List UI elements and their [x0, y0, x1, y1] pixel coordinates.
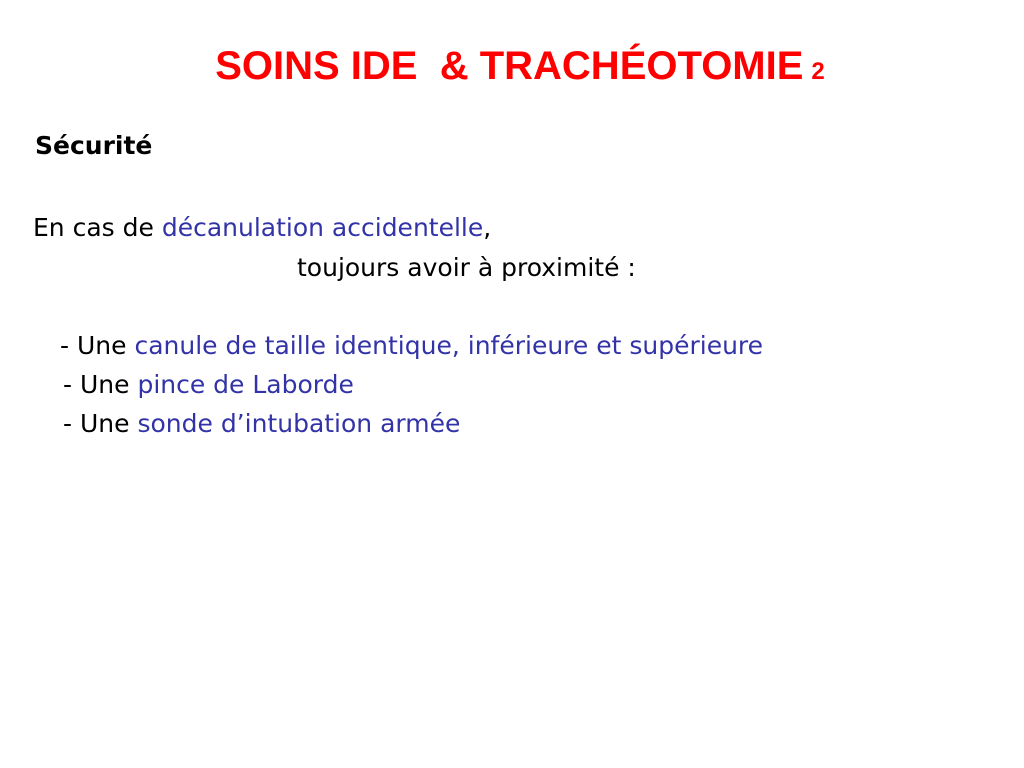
- intro-prefix: En cas de: [33, 213, 162, 242]
- slide-title-text: SOINS IDE & TRACHÉOTOMIE: [215, 44, 804, 88]
- list-item-prefix: - Une: [63, 409, 138, 438]
- intro-line: [33, 210, 491, 246]
- list-item-prefix: - Une: [60, 331, 135, 360]
- list-item: [60, 328, 763, 364]
- list-item-prefix: - Une: [63, 370, 138, 399]
- slide-title: [0, 38, 1024, 100]
- list-item-highlight: canule de taille identique, inférieure et supérieure: [134, 331, 764, 360]
- intro-continued-line: toujours avoir à proximité :: [297, 253, 636, 282]
- section-heading: Sécurité: [35, 131, 153, 160]
- list-item: [63, 406, 460, 442]
- list-item-highlight: sonde d’intubation armée: [137, 409, 461, 438]
- slide-number: 2: [811, 58, 825, 85]
- list-item-highlight: pince de Laborde: [137, 370, 354, 399]
- list-item: [63, 367, 354, 403]
- intro-highlight: décanulation accidentelle: [161, 213, 484, 242]
- intro-suffix: ,: [483, 213, 492, 242]
